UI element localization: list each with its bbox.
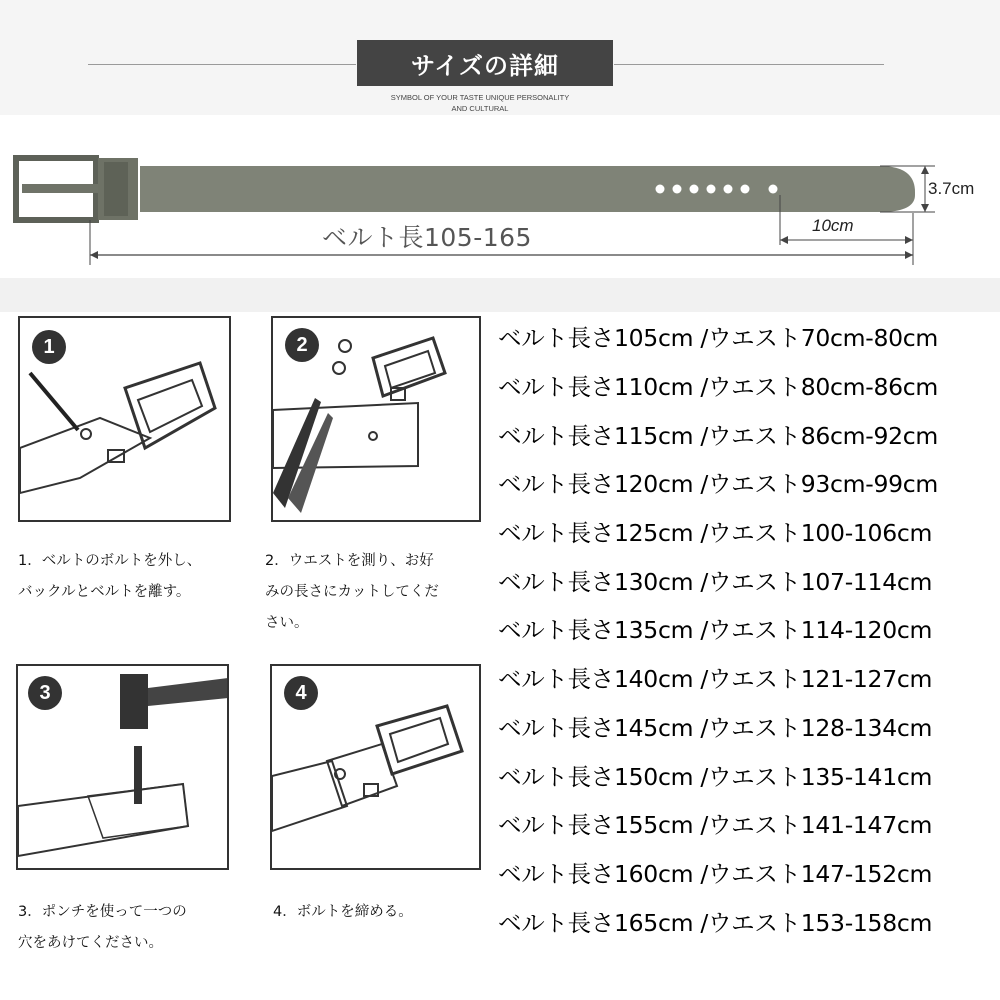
step-2-text: [265, 546, 439, 639]
size-row: ベルト長さ165cm /ウエスト153-158cm: [498, 908, 933, 937]
step-2-panel: [271, 316, 481, 522]
arrow-left: [90, 251, 98, 259]
belt-width-label: 3.7cm: [928, 179, 975, 198]
step-3-line-2: 穴をあけてください。: [18, 935, 163, 951]
buckle-pin: [22, 184, 108, 193]
step-1-line-1: 1．ベルトのボルトを外し、: [18, 553, 202, 569]
step-3-line-1: 3．ポンチを使って一つの: [18, 904, 187, 920]
subtitle-line-2: AND CULTURAL: [451, 104, 509, 113]
hole-arrow-left: [780, 236, 788, 244]
step-1-number: 1: [32, 330, 66, 364]
width-arrow-bottom: [921, 204, 929, 212]
step-1-panel: [18, 316, 231, 522]
divider-band: [0, 278, 1000, 312]
step-3-illustration: [18, 666, 229, 870]
belt-strap: [140, 166, 915, 212]
size-row: ベルト長さ105cm /ウエスト70cm-80cm: [498, 324, 938, 353]
belt-loop-inner: [104, 162, 128, 216]
step-2-line-3: さい。: [265, 615, 309, 631]
step-2-number: 2: [285, 328, 319, 362]
arrow-right: [905, 251, 913, 259]
subtitle-line-1: SYMBOL OF YOUR TASTE UNIQUE PERSONALITY: [390, 93, 570, 102]
step-1-line-2: バックルとベルトを離す。: [18, 584, 191, 600]
step-2-line-2: みの長さにカットしてくだ: [265, 584, 439, 600]
step-2-line-1: 2．ウエストを測り、お好: [265, 553, 434, 569]
hole-spacing-label: 10cm: [812, 216, 854, 235]
size-list: [498, 312, 998, 945]
size-row: ベルト長さ145cm /ウエスト128-134cm: [498, 713, 933, 742]
page-title: サイズの詳細: [357, 40, 613, 86]
size-row: ベルト長さ120cm /ウエスト93cm-99cm: [498, 470, 938, 499]
size-row: ベルト長さ110cm /ウエスト80cm-86cm: [498, 373, 938, 402]
width-arrow-top: [921, 166, 929, 174]
belt-illustration: [0, 115, 1000, 280]
header-rule-left: [88, 64, 356, 65]
size-row: ベルト長さ130cm /ウエスト107-114cm: [498, 567, 933, 596]
header-rule-right: [614, 64, 884, 65]
size-row: ベルト長さ155cm /ウエスト141-147cm: [498, 811, 933, 840]
step-3-text: [18, 897, 187, 959]
step-4-illustration: [272, 666, 481, 870]
size-row: ベルト長さ125cm /ウエスト100-106cm: [498, 519, 933, 548]
size-row: ベルト長さ150cm /ウエスト135-141cm: [498, 762, 933, 791]
step-4-text: [273, 897, 413, 928]
step-4-line-1: 4．ボルトを締める。: [273, 904, 413, 920]
step-3-panel: [16, 664, 229, 870]
step-3-number: 3: [28, 676, 62, 710]
step-4-panel: [270, 664, 481, 870]
step-2-illustration: [273, 318, 481, 522]
size-row: ベルト長さ140cm /ウエスト121-127cm: [498, 665, 933, 694]
size-row: ベルト長さ160cm /ウエスト147-152cm: [498, 859, 933, 888]
header-subtitle: [360, 92, 600, 114]
hole-arrow-right: [905, 236, 913, 244]
step-1-text: [18, 546, 201, 608]
size-row: ベルト長さ115cm /ウエスト86cm-92cm: [498, 421, 938, 450]
belt-length-label: ベルト長105-165: [322, 223, 532, 252]
step-1-illustration: [20, 318, 231, 522]
step-4-number: 4: [284, 676, 318, 710]
size-row: ベルト長さ135cm /ウエスト114-120cm: [498, 616, 933, 645]
